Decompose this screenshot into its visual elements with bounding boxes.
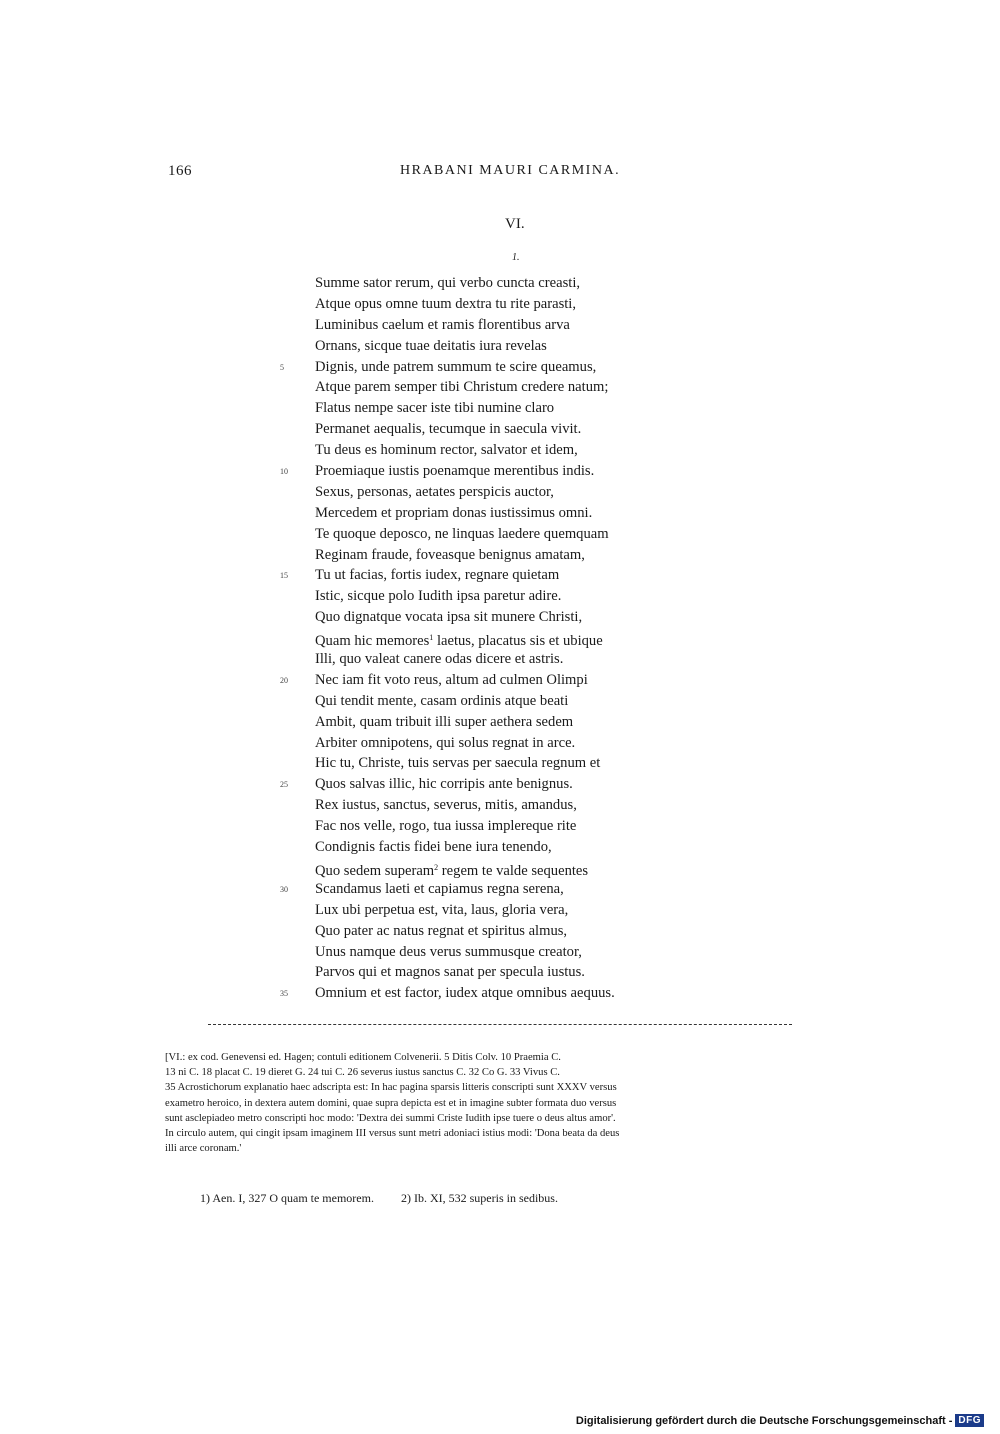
line-text (315, 524, 609, 545)
line-text-main: Istic, sicque polo Iudith ipsa paretur adire. (315, 588, 562, 605)
poem-line (280, 942, 760, 963)
poem-line (280, 565, 760, 586)
poem-line (280, 753, 760, 774)
line-text (315, 440, 578, 461)
line-text-main: Quos salvas illic, hic corripis ante benignus. (315, 776, 573, 793)
line-text-main: Arbiter omnipotens, qui solus regnat in arce. (315, 734, 576, 751)
apparatus-line: In circulo autem, qui cingit ipsam imaginem III versus sunt metri adoniaci istius modi: 'Dona beata da deus (165, 1128, 620, 1140)
footnotes (200, 1191, 582, 1206)
line-text (315, 419, 581, 440)
line-text (315, 482, 554, 503)
poem-line (280, 419, 760, 440)
line-text-main: Atque parem semper tibi Christum credere natum; (315, 379, 609, 396)
line-text-main: Illi, quo valeat canere odas dicere et astris. (315, 651, 564, 668)
line-text-main: Quam hic memores (315, 633, 430, 650)
line-text (315, 461, 594, 482)
line-number: 10 (280, 467, 288, 477)
digitization-text: Digitalisierung gefördert durch die Deutsche Forschungsgemeinschaft - (575, 1414, 953, 1427)
poem-line (280, 482, 760, 503)
poem-line (280, 670, 760, 691)
line-text (315, 962, 585, 983)
section-roman: VI. (505, 216, 525, 232)
footnote-marker: 1 (429, 633, 434, 643)
apparatus-line: [VI.: ex cod. Genevensi ed. Hagen; contuli editionem Colvenerii. 5 Ditis Colv. 10 Praemia C. (165, 1052, 561, 1063)
line-text (315, 983, 615, 1004)
line-text (315, 879, 564, 900)
footnote-2: 2) Ib. XI, 532 superis in sedibus. (400, 1191, 558, 1205)
line-text (315, 942, 582, 963)
poem-line (280, 461, 760, 482)
line-text-main: Tu deus es hominum rector, salvator et idem, (315, 442, 578, 459)
poem-line (280, 858, 760, 879)
line-text-main: Unus namque deus verus summusque creator, (315, 943, 582, 960)
line-text (315, 837, 552, 858)
line-text-main: Summe sator rerum, qui verbo cuncta creasti, (315, 275, 581, 291)
line-text-main: Scandamus laeti et capiamus regna serena, (315, 880, 564, 897)
line-text (315, 753, 600, 774)
line-text (315, 816, 576, 837)
running-head: HRABANI MAURI CARMINA. (400, 163, 621, 178)
line-text-main: Rex iustus, sanctus, severus, mitis, amandus, (315, 797, 577, 814)
line-text (315, 670, 588, 691)
poem-line (280, 398, 760, 419)
line-text (315, 900, 568, 921)
line-text-main: Nec iam fit voto reus, altum ad culmen Olimpi (315, 671, 588, 688)
line-text (315, 336, 547, 357)
line-text-main: Atque opus omne tuum dextra tu rite parasti, (315, 295, 577, 312)
line-text (315, 921, 567, 942)
line-number: 15 (280, 571, 288, 581)
line-text-main: Dignis, unde patrem summum te scire queamus, (315, 358, 597, 375)
line-text (315, 712, 573, 733)
section-subnumber: 1. (512, 252, 520, 263)
line-number: 30 (280, 884, 288, 894)
poem-line (280, 795, 760, 816)
poem-line (280, 962, 760, 983)
line-text-main: Tu ut facias, fortis iudex, regnare quietam (315, 567, 560, 584)
poem-line (280, 545, 760, 566)
line-text-main: Condignis factis fidei bene iura tenendo, (315, 839, 552, 856)
line-text (315, 357, 596, 378)
page-number: 166 (168, 163, 192, 179)
poem-line (280, 691, 760, 712)
line-text-main: Omnium et est factor, iudex atque omnibus aequus. (315, 985, 615, 1002)
line-number: 35 (280, 989, 288, 999)
line-text-main: Te quoque deposco, ne linquas laedere quemquam (315, 525, 609, 542)
line-text-main: Parvos qui et magnos sanat per specula iustus. (315, 964, 585, 981)
poem-line (280, 440, 760, 461)
apparatus-line: 35 Acrostichorum explanatio haec adscripta est: In hac pagina sparsis litteris conscripti sunt XXXV versus (165, 1082, 617, 1094)
line-number: 5 (280, 362, 284, 372)
line-text (315, 774, 573, 795)
digitization-credit (576, 1414, 984, 1427)
line-text-main: Permanet aequalis, tecumque in saecula vivit. (315, 421, 582, 438)
divider-rule (208, 1024, 792, 1025)
line-text-main: Quo sedem superam (315, 862, 435, 879)
line-text-main: Reginam fraude, foveasque benignus amatam, (315, 546, 585, 563)
poem-line (280, 315, 760, 336)
line-text-main: Ambit, quam tribuit illi super aethera sedem (315, 713, 574, 730)
poem (280, 273, 760, 1004)
line-text-tail: regem te valde sequentes (438, 862, 589, 879)
footnote-marker: 2 (434, 862, 439, 872)
line-text (315, 607, 582, 628)
line-text-main: Lux ubi perpetua est, vita, laus, gloria vera, (315, 901, 569, 918)
line-text-main: Flatus nempe sacer iste tibi numine claro (315, 400, 555, 417)
poem-line (280, 921, 760, 942)
line-text (315, 503, 592, 524)
poem-line (280, 983, 760, 1004)
line-text-main: Fac nos velle, rogo, tua iussa implereque rite (315, 818, 577, 835)
line-text (315, 586, 561, 607)
poem-line (280, 879, 760, 900)
line-text (315, 398, 554, 419)
poem-line (280, 503, 760, 524)
poem-line (280, 273, 760, 294)
line-number: 20 (280, 675, 288, 685)
line-text (315, 649, 563, 670)
line-text (315, 377, 608, 398)
line-text-main: Quo dignatque vocata ipsa sit munere Christi, (315, 609, 583, 626)
line-text-main: Mercedem et propriam donas iustissimus omni. (315, 504, 593, 521)
poem-line (280, 774, 760, 795)
line-text (315, 733, 575, 754)
poem-line (280, 294, 760, 315)
poem-line (280, 586, 760, 607)
line-text (315, 565, 559, 586)
poem-line (280, 733, 760, 754)
dfg-logo: DFG (955, 1414, 984, 1427)
line-text (315, 315, 570, 336)
line-text (315, 273, 580, 294)
poem-line (280, 357, 760, 378)
line-text-main: Luminibus caelum et ramis florentibus arva (315, 316, 570, 333)
line-text-main: Qui tendit mente, casam ordinis atque beati (315, 692, 569, 709)
poem-line (280, 336, 760, 357)
line-text (315, 545, 585, 566)
line-text-main: Proemiaque iustis poenamque merentibus indis. (315, 463, 595, 480)
poem-line (280, 524, 760, 545)
poem-line (280, 816, 760, 837)
poem-line (280, 607, 760, 628)
apparatus-line: exametro heroico, in dextera autem domini, quae supra depicta est et in imagine subter formata duo versus (165, 1097, 617, 1109)
poem-line (280, 900, 760, 921)
line-text (315, 795, 577, 816)
line-text-main: Ornans, sicque tuae deitatis iura revelas (315, 337, 547, 354)
apparatus-line: 13 ni C. 18 placat C. 19 dieret G. 24 tui C. 26 severus iustus sanctus C. 32 Co G. 33 Vivus C. (165, 1067, 560, 1079)
poem-line (280, 712, 760, 733)
line-text-main: Quo pater ac natus regnat et spiritus almus, (315, 922, 568, 939)
line-number: 25 (280, 780, 288, 790)
line-text-tail: laetus, placatus sis et ubique (433, 633, 603, 650)
poem-line (280, 837, 760, 858)
apparatus-line: illi arce coronam.' (165, 1143, 242, 1155)
apparatus-line: sunt asclepiadeo metro conscripti hoc modo: 'Dextra dei summi Criste Iudith ipse tuere o deus altus amor'. (165, 1112, 616, 1124)
line-text (315, 294, 576, 315)
line-text-main: Hic tu, Christe, tuis servas per saecula regnum et (315, 755, 601, 772)
line-text-main: Sexus, personas, aetates perspicis auctor, (315, 483, 554, 500)
poem-line (280, 649, 760, 670)
footnote-1: 1) Aen. I, 327 O quam te memorem. (200, 1191, 374, 1205)
poem-line (280, 377, 760, 398)
poem-line (280, 628, 760, 649)
line-text (315, 691, 568, 712)
critical-apparatus (165, 1050, 837, 1156)
